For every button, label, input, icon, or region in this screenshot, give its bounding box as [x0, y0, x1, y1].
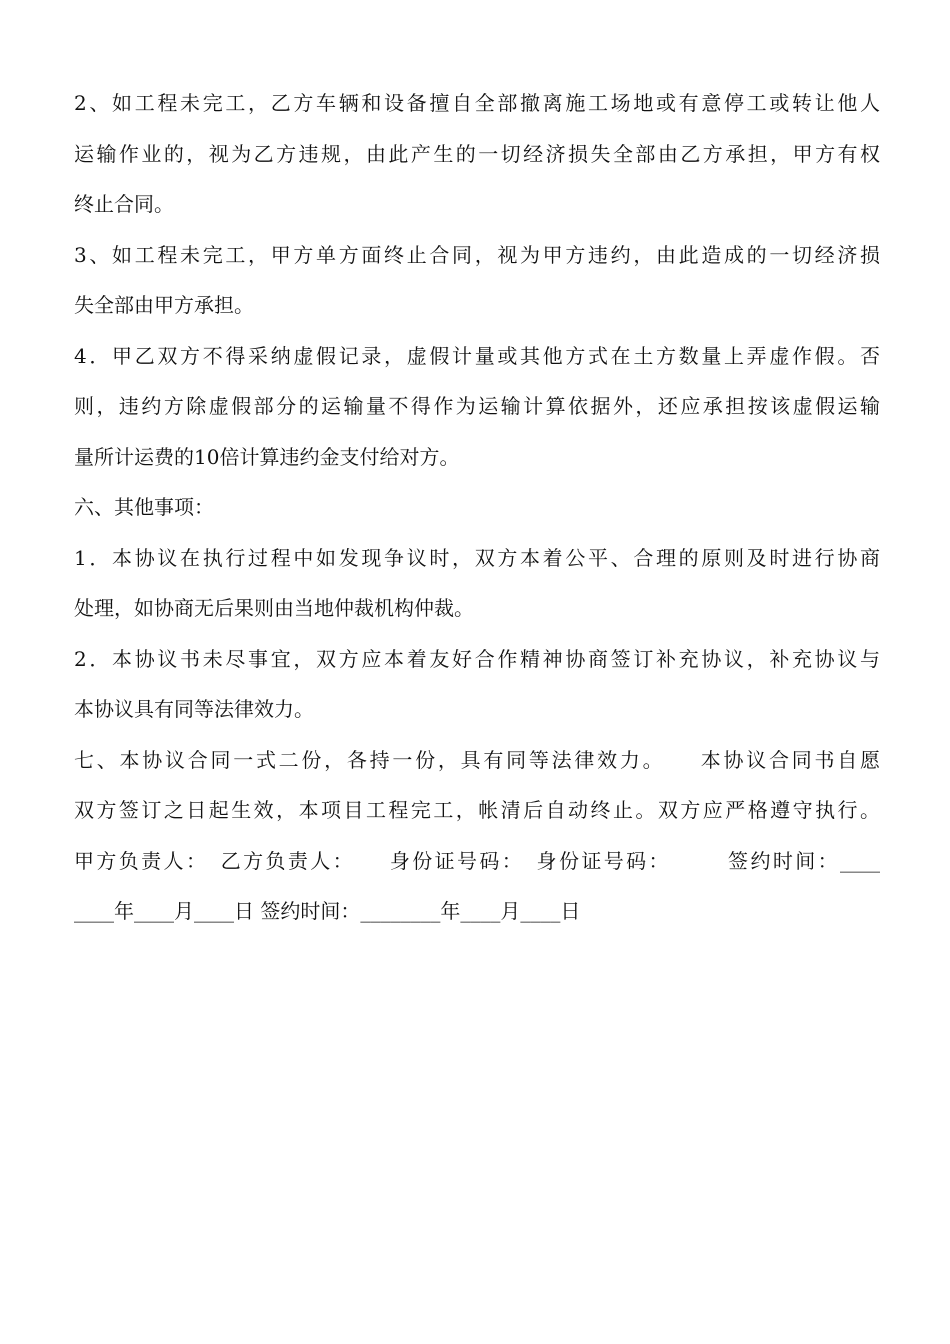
- signature-block-line-1: 甲方负责人： 乙方负责人： 身份证号码： 身份证号码： 签约时间：____: [74, 848, 880, 873]
- signature-block-line-2: ____年____月____日 签约时间：________年____月____日: [74, 899, 581, 923]
- section-7-line-1: 七、本协议合同一式二份，各持一份，具有同等法律效力。 本协议合同书自愿: [74, 747, 880, 772]
- clause-5-2-line-2: 运输作业的，视为乙方违规，由此产生的一切经济损失全部由乙方承担，甲方有权: [74, 141, 880, 166]
- clause-5-4-line-1: 4．甲乙双方不得采纳虚假记录，虚假计量或其他方式在土方数量上弄虚作假。否: [74, 343, 880, 368]
- clause-5-2-line-1: 2、如工程未完工，乙方车辆和设备擅自全部撤离施工场地或有意停工或转让他人: [74, 91, 880, 115]
- clause-5-4-line-3: 量所计运费的10倍计算违约金支付给对方。: [74, 444, 460, 469]
- clause-6-2-line-1: 2．本协议书未尽事宜，双方应本着友好合作精神协商签订补充协议，补充协议与: [74, 646, 880, 671]
- clause-5-3-line-1: 3、如工程未完工，甲方单方面终止合同，视为甲方违约，由此造成的一切经济损: [74, 242, 880, 267]
- clause-5-2-line-3: 终止合同。: [74, 192, 174, 216]
- clause-6-1-line-2: 处理，如协商无后果则由当地仲裁机构仲裁。: [74, 596, 474, 620]
- clause-5-3-line-2: 失全部由甲方承担。: [74, 293, 254, 317]
- clause-5-4-line-2: 则，违约方除虚假部分的运输量不得作为运输计算依据外，还应承担按该虚假运输: [74, 394, 880, 418]
- contract-page: [74, 78, 880, 937]
- section-7-line-2: 双方签订之日起生效，本项目工程完工，帐清后自动终止。双方应严格遵守执行。: [74, 798, 880, 822]
- clause-6-1-line-1: 1．本协议在执行过程中如发现争议时，双方本着公平、合理的原则及时进行协商: [74, 545, 880, 570]
- section-6-heading: 六、其他事项：: [74, 495, 214, 519]
- clause-6-2-line-2: 本协议具有同等法律效力。: [74, 697, 314, 721]
